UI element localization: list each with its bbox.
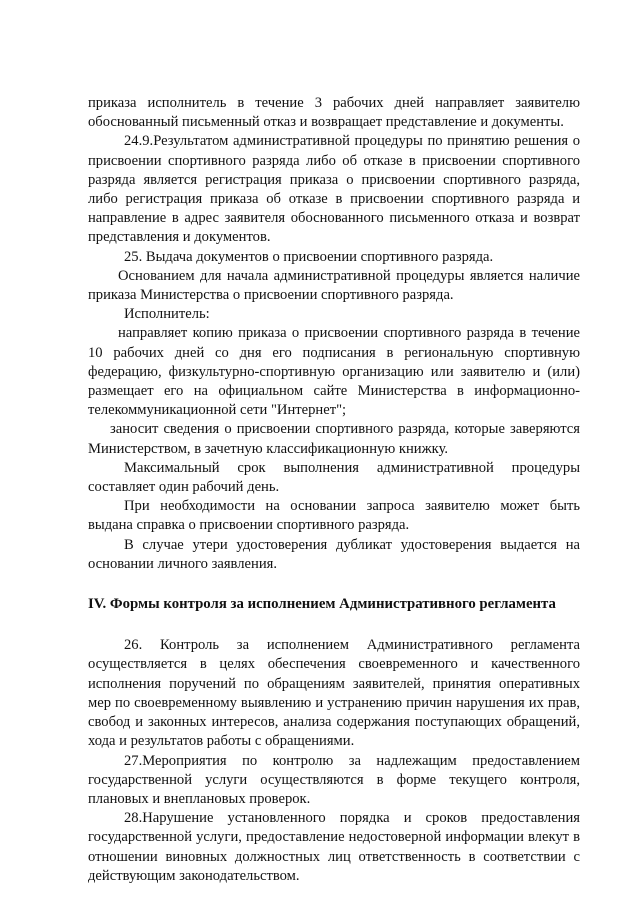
paragraph-duplicate: В случае утери удостоверения дубликат удостоверения выдается на основании личного заявления.: [88, 536, 580, 572]
paragraph-26-control: 26. Контроль за исполнением Административного регламента осуществляется в целях обеспечения своевременного и качественного исполнения поручений по обращениям заявителей, принятия оперативных мер по своевременному выявлению и устранению причин нарушения их прав, свобод и законных интересов, анализа содержания поступающих обращений, хода и результатов работы с обращениями.: [88, 637, 580, 750]
paragraph-refusal-return: приказа исполнитель в течение 3 рабочих дней направляет заявителю обоснованный письменный отказ и возвращает представление и документы.: [88, 95, 580, 131]
paragraph-27-measures: 27.Мероприятия по контролю за надлежащим предоставлением государственной услуги осуществляются в форме текущего контроля, плановых и внеплановых проверок.: [88, 752, 580, 807]
paragraph-records-info: заносит сведения о присвоении спортивного разряда, которые заверяются Министерством, в зачетную классификационную книжку.: [88, 421, 580, 457]
paragraph-certificate-request: При необходимости на основании запроса заявителю может быть выдана справка о присвоении спортивного разряда.: [88, 498, 580, 534]
paragraph-25-issuance: 25. Выдача документов о присвоении спортивного разряда.: [124, 248, 494, 265]
paragraph-grounds: Основанием для начала административной процедуры является наличие приказа Министерства о присвоении спортивного разряда.: [88, 267, 580, 304]
paragraph-28-violation: 28.Нарушение установленного порядка и сроков предоставления государственной услуги, предоставление недостоверной информации влекут в отношении виновных должностных лиц ответственность в соответствии с действующим законодательством.: [88, 810, 580, 884]
paragraph-24-9-result: 24.9.Результатом административной процедуры по принятию решения о присвоении спортивного разряда либо об отказе в присвоении спортивного разряда является регистрация приказа о присвоении спортивного разряда, либо регистрация приказа об отказе в присвоении спортивного разряда и направление в адрес заявителя обоснованного письменного отказа и возврат представления и документов.: [88, 133, 580, 246]
paragraph-max-term: Максимальный срок выполнения административной процедуры составляет один рабочий день.: [88, 459, 580, 496]
paragraph-sends-copy: направляет копию приказа о присвоении спортивного разряда в течение 10 рабочих дней со дня его подписания в региональную спортивную федерацию, физкультурно-спортивную организацию или заявителю и (или) размещает его на официальном сайте Министерства в информационно-телекоммуникационной сети "Интернет";: [88, 325, 580, 419]
paragraph-executor: Исполнитель:: [124, 306, 210, 323]
document-page: [88, 94, 580, 886]
section-heading: IV. Формы контроля за исполнением Административного регламента: [88, 596, 556, 613]
